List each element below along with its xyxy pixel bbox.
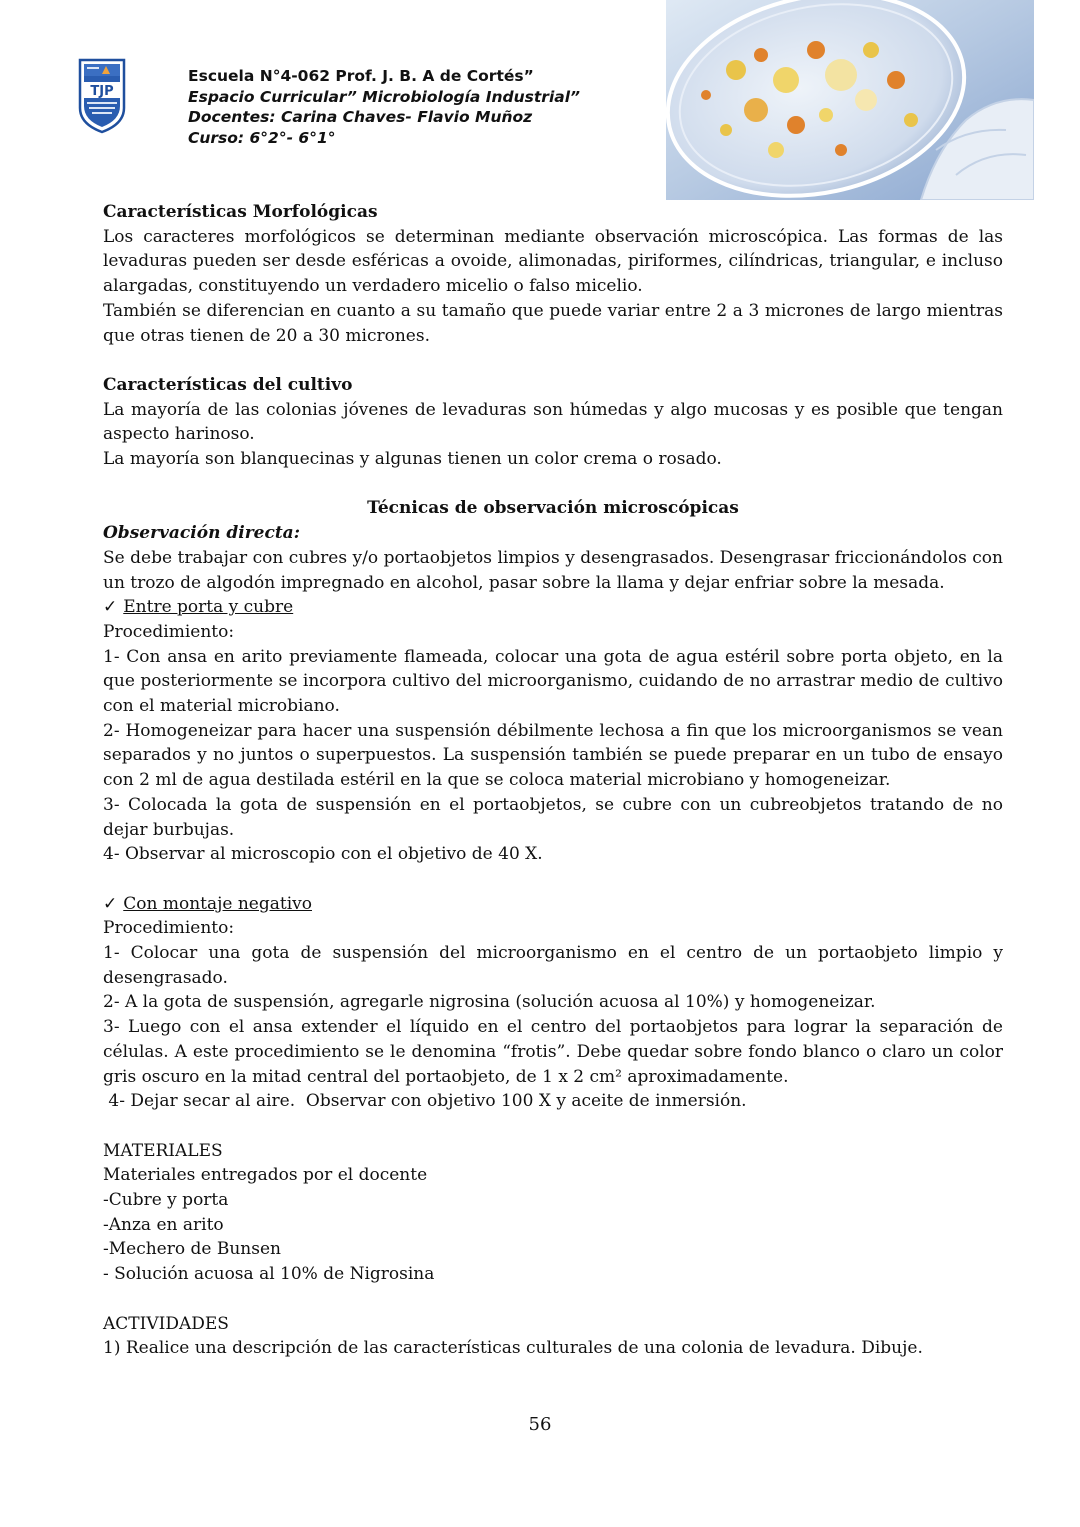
list-item: -Cubre y porta (103, 1190, 229, 1211)
paragraph: La mayoría son blanquecinas y algunas tienen un color crema o rosado. (103, 449, 722, 470)
subsection-title-observacion: Observación directa: (103, 523, 300, 544)
procedure-step: 1- Con ansa en arito previamente flameada, colocar una gota de agua estéril sobre porta objeto, en la que posteriormente se incorpora cultivo del microorganismo, cuidando de no arrastrar medio de cultivo con el material microbiano. (103, 646, 1003, 717)
procedure-step: 2- A la gota de suspensión, agregarle nigrosina (solución acuosa al 10%) y homogeneizar. (103, 992, 876, 1013)
procedure-step: 1- Colocar una gota de suspensión del microorganismo en el centro de un portaobjeto limpio y desengrasado. (103, 943, 1003, 988)
procedure-step: 4- Dejar secar al aire. Observar con objetivo 100 X y aceite de inmersión. (103, 1091, 747, 1112)
section-title-cultivo: Características del cultivo (103, 374, 353, 395)
check-icon: ✓ (103, 597, 118, 618)
page-number: 56 (528, 1414, 552, 1435)
course-name: Curso: 6°2°- 6°1° (188, 128, 336, 147)
list-item: - Solución acuosa al 10% de Nigrosina (103, 1264, 435, 1285)
subsection-title: Entre porta y cubre (123, 597, 294, 618)
subsection-montaje (103, 892, 1003, 917)
section-title-actividades: ACTIVIDADES (103, 1313, 229, 1334)
list-item: -Anza en arito (103, 1214, 224, 1235)
subsection-title: Con montaje negativo (123, 893, 312, 914)
check-icon: ✓ (103, 893, 118, 914)
paragraph: También se diferencian en cuanto a su tamaño que puede variar entre 2 a 3 micrones de largo mientras que otras tienen de 20 a 30 micrones. (103, 300, 1003, 346)
procedure-label: Procedimiento: (103, 621, 235, 642)
section-title-tecnicas: Técnicas de observación microscópicas (367, 498, 739, 519)
petri-dish-photo (666, 0, 1034, 200)
list-item: 1) Realice una descripción de las características culturales de una colonia de levadura. Dibuje. (103, 1338, 923, 1359)
document-header (188, 66, 580, 148)
procedure-step: 2- Homogeneizar para hacer una suspensión débilmente lechosa a fin que los microorganismos se vean separados y no juntos o superpuestos. La suspensión también se puede preparar en un tubo de ensayo con 2 ml de agua destilada estéril en la que se coloca material microbiano y homogeneizar. (103, 720, 1003, 791)
teachers-name: Docentes: Carina Chaves- Flavio Muñoz (188, 108, 533, 126)
procedure-step: 4- Observar al microscopio con el objetivo de 40 X. (103, 844, 543, 865)
section-title-materiales: MATERIALES (103, 1140, 223, 1161)
school-emblem-icon (76, 58, 128, 134)
procedure-step: 3- Luego con el ansa extender el líquido en el centro del portaobjetos para lograr la separación de células. A este procedimiento se le denomina “frotis”. Debe quedar sobre fondo blanco o claro un color gris oscuro en la mitad central del portaobjeto, de 1 x 2 cm² aproximadamente. (103, 1017, 1003, 1087)
paragraph: Los caracteres morfológicos se determinan mediante observación microscópica. Las formas de las levaduras pueden ser desde esféricas a ovoide, alimonadas, piriformes, cilíndricas, triangular, e incluso alargadas, constituyendo un verdadero micelio o falso micelio. (103, 226, 1003, 297)
procedure-step: 3- Colocada la gota de suspensión en el portaobjetos, se cubre con un cubreobjetos tratando de no dejar burbujas. (103, 794, 1003, 840)
section-title-morfologicas: Características Morfológicas (103, 202, 378, 222)
school-name: Escuela N°4-062 Prof. J. B. A de Cortés” (188, 67, 534, 85)
logo-text: TJP (90, 84, 114, 99)
list-item: -Mechero de Bunsen (103, 1239, 281, 1260)
paragraph: La mayoría de las colonias jóvenes de levaduras son húmedas y algo mucosas y es posible que tengan aspecto harinoso. (103, 399, 1003, 445)
paragraph: Se debe trabajar con cubres y/o portaobjetos limpios y desengrasados. Desengrasar friccionándolos con un trozo de algodón impregnado en alcohol, pasar sobre la llama y dejar enfriar sobre la mesada. (103, 547, 1003, 593)
document-body (103, 200, 1003, 1361)
procedure-label: Procedimiento: (103, 918, 235, 939)
materiales-subtitle: Materiales entregados por el docente (103, 1165, 428, 1186)
subsection-porta-cubre (103, 595, 1003, 620)
subject-name: Espacio Curricular” Microbiología Industrial” (188, 87, 581, 106)
